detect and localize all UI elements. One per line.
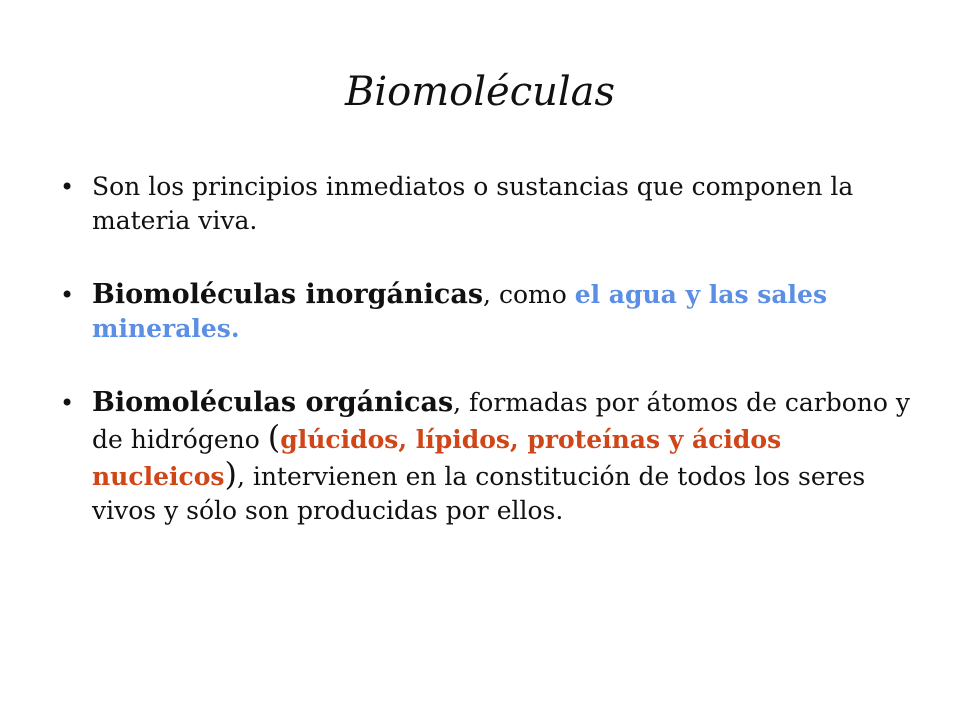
close-parenthesis: ) xyxy=(224,455,237,493)
bullet-text: Son los principios inmediatos o sustancias que componen la materia viva. xyxy=(92,172,854,235)
open-parenthesis: ( xyxy=(267,418,281,456)
bullet-dot-icon: • xyxy=(60,281,75,309)
bullet-item-inorganic xyxy=(56,278,916,346)
bullet-item-definition xyxy=(56,170,916,238)
bullet-bold-term: Biomoléculas inorgánicas xyxy=(92,279,484,310)
bullet-highlight-blue: el agua y las sales minerales. xyxy=(92,280,828,343)
slide-title: Biomoléculas xyxy=(344,69,616,115)
bullet-item-organic xyxy=(56,386,916,528)
bullet-text: , como xyxy=(483,280,575,309)
bullet-text: , formadas por átomos de carbono y de hidrógeno xyxy=(92,388,910,454)
bullet-highlight-red: glúcidos, lípidos, proteínas y ácidos nucleicos xyxy=(92,425,782,491)
bullet-text: , intervienen en la constitución de todos los seres vivos y sólo son producidas por ellos. xyxy=(92,462,866,525)
bullet-dot-icon: • xyxy=(60,173,75,201)
bullet-dot-icon: • xyxy=(60,389,75,417)
bullet-bold-term: Biomoléculas orgánicas xyxy=(92,387,454,418)
bullet-list xyxy=(56,170,916,528)
